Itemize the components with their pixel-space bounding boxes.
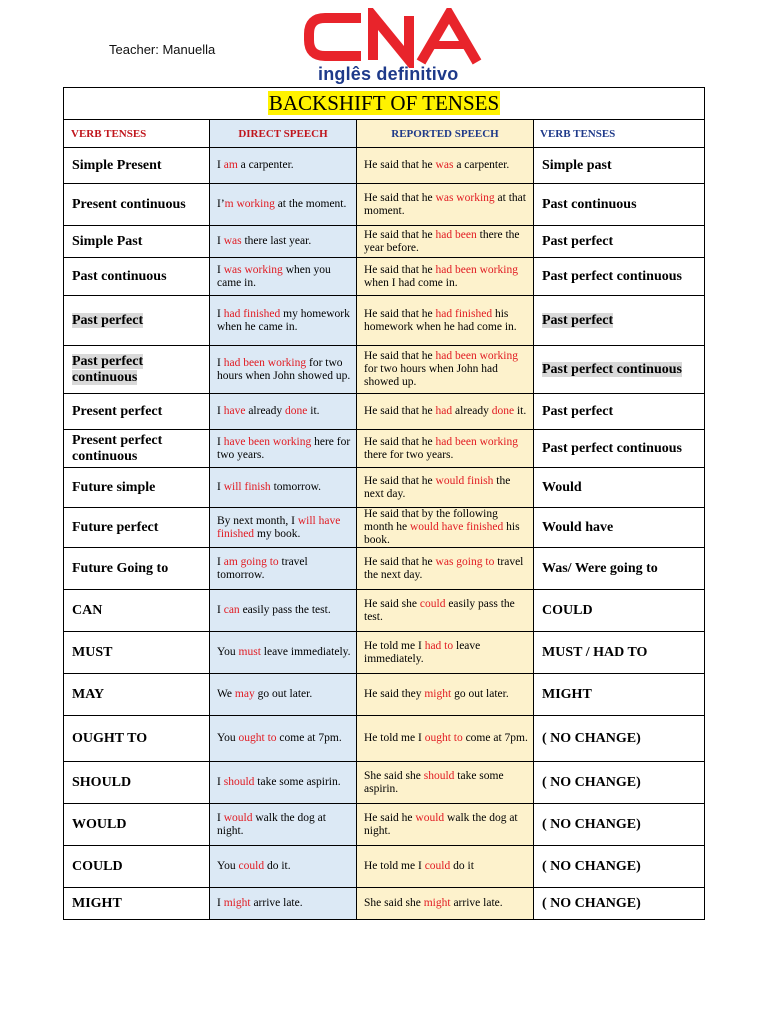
verb-highlight: was working [435,191,495,204]
direct-speech-cell [210,716,357,762]
verb-highlight: was working [223,263,283,276]
verb-tense-cell-label: Past perfect continuous [72,353,144,385]
sentence-text: He said that he [364,350,436,362]
verb-highlight: would finish [435,474,494,487]
sentence-text: there the year before. [364,228,520,254]
backshift-table [63,87,705,920]
reported-speech-cell [357,226,534,258]
verb-highlight: done [285,405,308,417]
sentence-text: You [217,860,239,872]
verb-highlight: was [435,159,454,171]
title-text: BACKSHIFT OF TENSES [268,91,500,115]
direct-speech-cell [210,394,357,430]
sentence-text: come at 7pm. [276,732,342,744]
reported-speech-cell [357,430,534,468]
reported-speech-cell [357,632,534,674]
verb-tense-cell-label: Future Going to [72,560,169,576]
result-tense-cell [534,468,705,508]
result-tense-cell [534,258,705,296]
sentence-text: for two hours when John had showed up. [364,363,498,388]
verb-tense-cell [64,394,210,430]
result-tense-cell-label: ( NO CHANGE) [542,858,641,874]
sentence-text: He told me I [364,639,425,652]
result-tense-cell [534,296,705,346]
table-row [64,430,705,468]
verb-highlight: could [238,860,265,872]
verb-tense-cell-label: OUGHT TO [72,730,148,746]
verb-highlight: might [423,897,451,909]
sentence-text: the next day. [364,474,511,500]
reported-speech-cell [357,846,534,888]
verb-highlight: have [223,405,246,417]
sentence-text: come at 7pm. [462,732,528,744]
verb-tense-cell-label: Present perfect continuous [72,432,163,464]
sentence-text: leave immediately. [364,639,481,665]
direct-speech-cell [210,632,357,674]
verb-tense-cell-label: Past perfect [72,312,144,328]
verb-highlight: had finished [435,307,493,320]
result-tense-cell-label: Would have [542,519,614,535]
sentence-text: I [217,811,224,824]
result-tense-cell-label: Past perfect continuous [542,440,682,456]
verb-tense-cell [64,632,210,674]
verb-highlight: had been working [435,263,518,276]
verb-highlight: might [424,688,452,700]
verb-tense-cell [64,590,210,632]
table-row [64,258,705,296]
sentence-text: He said that by the following month he [364,508,498,533]
verb-tense-cell-label: Simple Past [72,233,143,249]
sentence-text: go out later. [254,688,313,700]
result-tense-cell-label: Past continuous [542,196,637,212]
verb-highlight: will have finished [217,514,341,540]
sentence-text: I [217,481,224,493]
result-tense-cell-label: ( NO CHANGE) [542,895,641,911]
direct-speech-cell [210,674,357,716]
sentence-text: easily pass the test. [239,604,331,616]
sentence-text: I [217,897,224,909]
result-tense-cell [534,846,705,888]
result-tense-cell-label: COULD [542,602,593,618]
reported-speech-cell [357,508,534,548]
sentence-text: He told me I [364,860,425,872]
result-tense-cell-label: ( NO CHANGE) [542,774,641,790]
logo-letters [303,8,488,68]
sentence-text: when I had come in. [364,276,458,289]
direct-speech-cell [210,430,357,468]
result-tense-cell [534,430,705,468]
table-row [64,632,705,674]
verb-highlight: had [435,405,453,417]
verb-tense-cell-label: SHOULD [72,774,132,790]
sentence-text: He said he [364,811,416,824]
sentence-text: We [217,688,235,700]
verb-highlight: was going to [435,555,495,568]
verb-tense-cell [64,148,210,184]
reported-speech-cell [357,548,534,590]
verb-highlight: am going to [223,555,279,568]
direct-speech-cell [210,548,357,590]
sentence-text: it. [514,405,527,417]
sentence-text: I [217,776,224,788]
sentence-text: I [217,263,224,276]
reported-speech-cell [357,468,534,508]
result-tense-cell [534,548,705,590]
sentence-text: You [217,646,239,658]
sentence-text: arrive late. [450,897,503,909]
verb-tense-cell [64,804,210,846]
sentence-text: go out later. [451,688,509,700]
direct-speech-cell [210,296,357,346]
table-row [64,394,705,430]
direct-speech-cell [210,226,357,258]
verb-highlight: may [234,688,255,700]
table-row [64,846,705,888]
reported-speech-cell [357,804,534,846]
reported-speech-cell [357,888,534,920]
verb-highlight: had been working [435,435,518,448]
verb-tense-cell [64,888,210,920]
verb-highlight: should [423,769,455,782]
verb-tense-cell-label: MAY [72,686,105,702]
sentence-text: He said that he [364,191,436,204]
reported-speech-cell [357,716,534,762]
sentence-text: arrive late. [250,897,303,909]
direct-speech-cell [210,346,357,394]
table-row [64,346,705,394]
verb-tense-cell-label: MIGHT [72,895,122,911]
verb-highlight: would have finished [410,521,504,533]
header-reported-speech: REPORTED SPEECH [357,120,534,148]
reported-speech-cell [357,258,534,296]
result-tense-cell [534,394,705,430]
sentence-text: I [217,555,224,568]
sentence-text: take some aspirin. [364,769,504,795]
table-row [64,184,705,226]
sentence-text: I [217,356,224,369]
sentence-text: walk the dog at night. [364,811,518,837]
sentence-text: He said that he [364,159,436,171]
verb-highlight: could [419,597,446,610]
sentence-text: do it [450,860,474,872]
result-tense-cell-label: Past perfect [542,312,614,328]
verb-tense-cell-label: MUST [72,644,113,660]
sentence-text: his book. [364,521,520,546]
verb-tense-cell [64,258,210,296]
verb-highlight: would [415,811,445,824]
reported-speech-cell [357,674,534,716]
sentence-text: travel the next day. [364,555,524,581]
reported-speech-cell [357,394,534,430]
sentence-text: He said that he [364,435,436,448]
result-tense-cell [534,762,705,804]
direct-speech-cell [210,804,357,846]
sentence-text: I’ [217,198,225,210]
reported-speech-cell [357,346,534,394]
direct-speech-cell [210,846,357,888]
result-tense-cell [534,346,705,394]
sentence-text: I [217,405,224,417]
reported-speech-cell [357,148,534,184]
result-tense-cell [534,508,705,548]
verb-highlight: was [223,235,242,247]
logo-subtitle: inglês definitivo [318,64,459,84]
sentence-text: I [217,307,224,320]
result-tense-cell [534,590,705,632]
sentence-text: at the moment. [274,198,347,210]
direct-speech-cell [210,762,357,804]
table-row [64,716,705,762]
header-verb-tenses: VERB TENSES [64,120,210,148]
verb-highlight: will finish [223,481,271,493]
verb-tense-cell [64,716,210,762]
sentence-text: when you came in. [217,263,331,289]
table-row [64,804,705,846]
result-tense-cell-label: MUST / HAD TO [542,644,648,660]
table-row [64,148,705,184]
verb-highlight: should [223,776,255,788]
verb-tense-cell [64,762,210,804]
sentence-text: He said that he [364,555,436,568]
sentence-text: it. [307,405,320,417]
sentence-text: leave immediately. [260,646,351,658]
verb-highlight: have been working [223,435,312,448]
result-tense-cell-label: Past perfect [542,233,614,249]
verb-highlight: ought to [424,732,463,744]
result-tense-cell-label: Would [542,479,582,495]
reported-speech-cell [357,184,534,226]
sentence-text: my book. [254,527,301,540]
verb-highlight: am [223,159,238,171]
verb-tense-cell-label: Present continuous [72,196,186,212]
verb-tense-cell-label: COULD [72,858,123,874]
sentence-text: He told me I [364,732,425,744]
result-tense-cell-label: Past perfect continuous [542,268,682,284]
verb-highlight: had been working [223,356,307,369]
table-row [64,548,705,590]
verb-tense-cell [64,296,210,346]
direct-speech-cell [210,508,357,548]
direct-speech-cell [210,468,357,508]
verb-highlight: m working [224,198,275,210]
sentence-text: tomorrow. [270,481,322,493]
result-tense-cell [534,804,705,846]
reported-speech-cell [357,590,534,632]
verb-highlight: had been working [435,350,518,362]
verb-tense-cell [64,548,210,590]
sentence-text: I [217,235,224,247]
table-row [64,226,705,258]
result-tense-cell-label: Past perfect continuous [542,361,682,377]
sentence-text: do it. [264,860,291,872]
sentence-text: He said that he [364,228,436,241]
verb-tense-cell-label: Future simple [72,479,156,495]
reported-speech-cell [357,762,534,804]
result-tense-cell-label: ( NO CHANGE) [542,730,641,746]
header-verb-tenses-result: VERB TENSES [534,120,705,148]
verb-tense-cell-label: Present perfect [72,403,163,419]
verb-highlight: had finished [223,307,281,320]
table-row [64,296,705,346]
verb-highlight: ought to [238,732,277,744]
direct-speech-cell [210,184,357,226]
sentence-text: He said that he [364,405,436,417]
sentence-text: She said she [364,769,424,782]
verb-tense-cell-label: CAN [72,602,103,618]
verb-highlight: done [491,405,515,417]
verb-tense-cell [64,430,210,468]
verb-tense-cell [64,508,210,548]
sentence-text: I [217,435,224,448]
sentence-text: already [245,405,286,417]
sentence-text: By next month, I [217,514,298,527]
result-tense-cell-label: Simple past [542,157,612,173]
verb-tense-cell-label: Future perfect [72,519,159,535]
table-row [64,762,705,804]
result-tense-cell [534,148,705,184]
verb-highlight: had to [424,639,454,652]
direct-speech-cell [210,590,357,632]
sentence-text: travel tomorrow. [217,555,308,581]
sentence-text: there for two years. [364,448,454,461]
result-tense-cell [534,888,705,920]
sentence-text: He said she [364,597,420,610]
verb-tense-cell-label: WOULD [72,816,127,832]
sentence-text: He said that he [364,263,436,276]
sentence-text: easily pass the test. [364,597,515,623]
sentence-text: a carpenter. [453,159,510,171]
verb-highlight: would [223,811,253,824]
sentence-text: He said that he [364,307,436,320]
sentence-text: She said she [364,897,424,909]
table-row [64,468,705,508]
result-tense-cell [534,226,705,258]
sentence-text: walk the dog at night. [217,811,326,837]
reported-speech-cell [357,296,534,346]
sentence-text: here for two years. [217,435,351,461]
result-tense-cell-label: Was/ Were going to [542,560,658,576]
sentence-text: I [217,604,224,616]
verb-highlight: had been [435,228,477,241]
result-tense-cell-label: Past perfect [542,403,614,419]
sentence-text: my homework when he came in. [217,307,350,333]
sentence-text: at that moment. [364,191,526,217]
verb-highlight: can [223,604,240,616]
sentence-text: already [452,405,492,417]
table-row [64,674,705,716]
sentence-text: I [217,159,224,171]
verb-tense-cell [64,346,210,394]
table-row [64,888,705,920]
result-tense-cell [534,632,705,674]
verb-tense-cell [64,468,210,508]
verb-tense-cell [64,674,210,716]
sentence-text: his homework when he had come in. [364,307,517,333]
verb-tense-cell-label: Simple Present [72,157,162,173]
verb-tense-cell [64,184,210,226]
verb-highlight: could [424,860,451,872]
header-direct-speech: DIRECT SPEECH [210,120,357,148]
teacher-name: Teacher: Manuella [109,42,216,57]
table-row [64,508,705,548]
verb-tense-cell-label: Past continuous [72,268,167,284]
result-tense-cell-label: MIGHT [542,686,592,702]
table-row [64,590,705,632]
verb-highlight: must [238,646,261,658]
sentence-text: for two hours when John showed up. [217,356,351,382]
result-tense-cell [534,716,705,762]
direct-speech-cell [210,148,357,184]
direct-speech-cell [210,888,357,920]
sentence-text: a carpenter. [237,159,294,171]
result-tense-cell-label: ( NO CHANGE) [542,816,641,832]
result-tense-cell [534,184,705,226]
sentence-text: take some aspirin. [254,776,341,788]
result-tense-cell [534,674,705,716]
sentence-text: You [217,732,239,744]
sentence-text: He said that he [364,474,436,487]
verb-highlight: might [223,897,251,909]
sentence-text: there last year. [241,235,312,247]
verb-tense-cell [64,226,210,258]
verb-tense-cell [64,846,210,888]
direct-speech-cell [210,258,357,296]
table-title [64,88,705,120]
sentence-text: He said they [364,688,425,700]
